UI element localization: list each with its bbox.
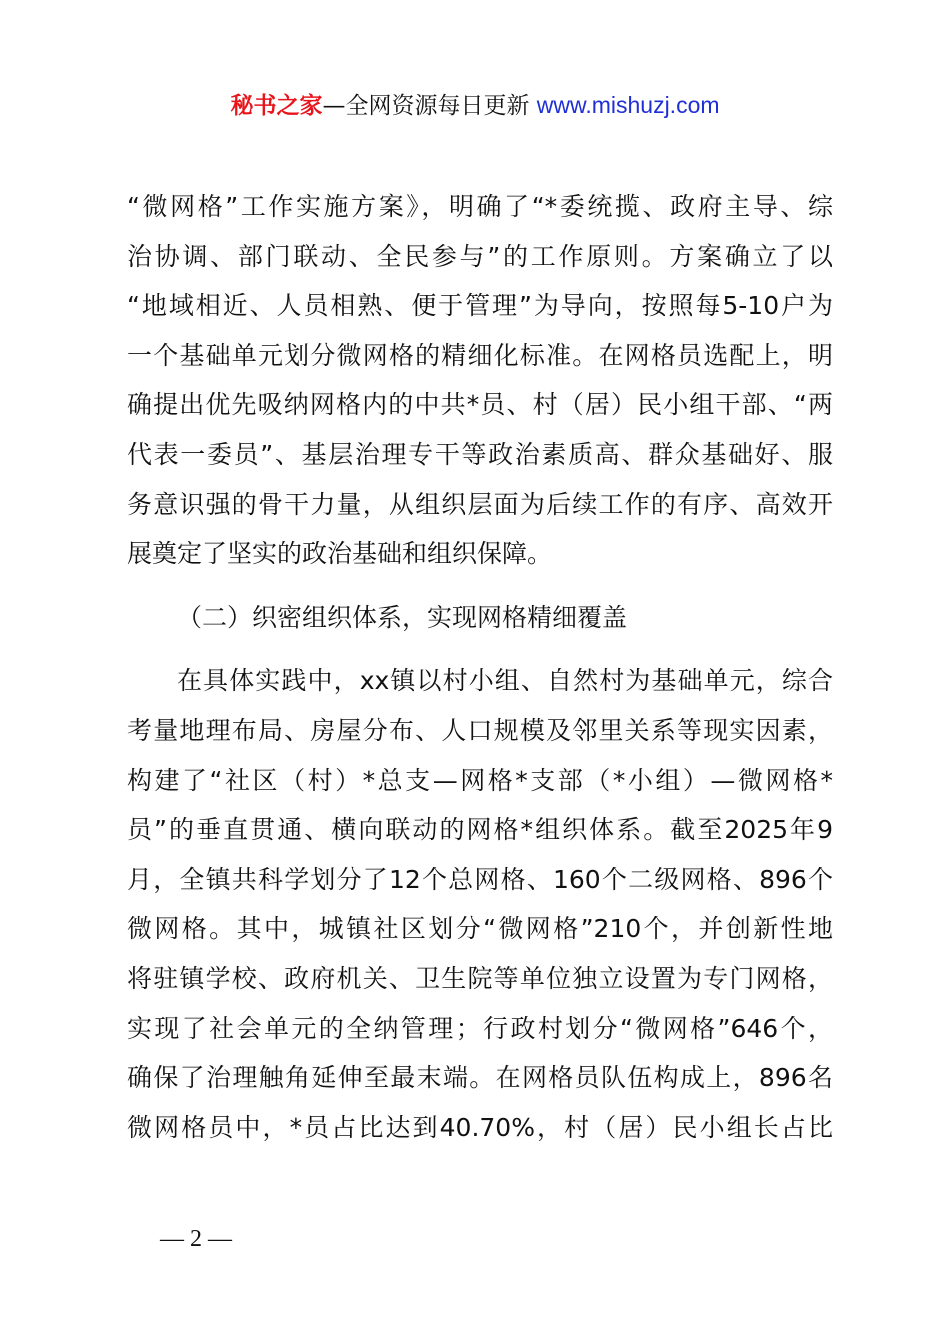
text-line: 实现了社会单元的全纳管理；行政村划分“微网格”646个， (127, 1013, 833, 1043)
brand-name: 秘书之家 (230, 93, 323, 119)
text-line: 微网格员中，*员占比达到40.70%，村（居）民小组长占比 (127, 1112, 833, 1142)
text-line: 治协调、部门联动、全民参与”的工作原则。方案确立了以 (127, 241, 833, 271)
text-line: 确提出优先吸纳网格内的中共*员、村（居）民小组干部、“两 (127, 390, 833, 420)
header-tagline: —全网资源每日更新 (322, 93, 530, 119)
text-line: 代表一委员”、基层治理专干等政治素质高、群众基础好、服 (127, 439, 833, 469)
text-line: “微网格”工作实施方案》，明确了“*委统揽、政府主导、综 (127, 192, 833, 221)
paragraph-2 (127, 656, 833, 1152)
text-line: 构建了“社区（村）*总支—网格*支部（*小组）—微网格* (127, 765, 833, 795)
site-url[interactable]: www.mishuzj.com (536, 92, 720, 118)
text-line: 在具体实践中，xx镇以村小组、自然村为基础单元，综合 (177, 666, 833, 696)
text-line: 微网格。其中，城镇社区划分“微网格”210个，并创新性地 (127, 914, 833, 944)
text-line: 考量地理布局、房屋分布、人口规模及邻里关系等现实因素， (127, 715, 833, 745)
text-line: “地域相近、人员相熟、便于管理”为导向，按照每5-10户为 (127, 291, 833, 321)
text-line: 一个基础单元划分微网格的精细化标准。在网格员选配上，明 (127, 340, 833, 370)
site-header (0, 88, 950, 123)
text-line: 确保了治理触角延伸至最末端。在网格员队伍构成上，896名 (127, 1063, 833, 1093)
text-line: 务意识强的骨干力量，从组织层面为后续工作的有序、高效开 (127, 489, 833, 519)
text-line: 展奠定了坚实的政治基础和组织保障。 (127, 539, 553, 569)
section-heading: （二）织密组织体系，实现网格精细覆盖 (177, 602, 628, 632)
page-number: — 2 — (160, 1226, 232, 1252)
document-body (127, 182, 833, 1152)
paragraph-1 (127, 182, 833, 579)
text-line: 员”的垂直贯通、横向联动的网格*组织体系。截至2025年9 (127, 815, 833, 845)
text-line: 将驻镇学校、政府机关、卫生院等单位独立设置为专门网格， (127, 963, 833, 993)
text-line: 月，全镇共科学划分了12个总网格、160个二级网格、896个 (127, 864, 833, 894)
